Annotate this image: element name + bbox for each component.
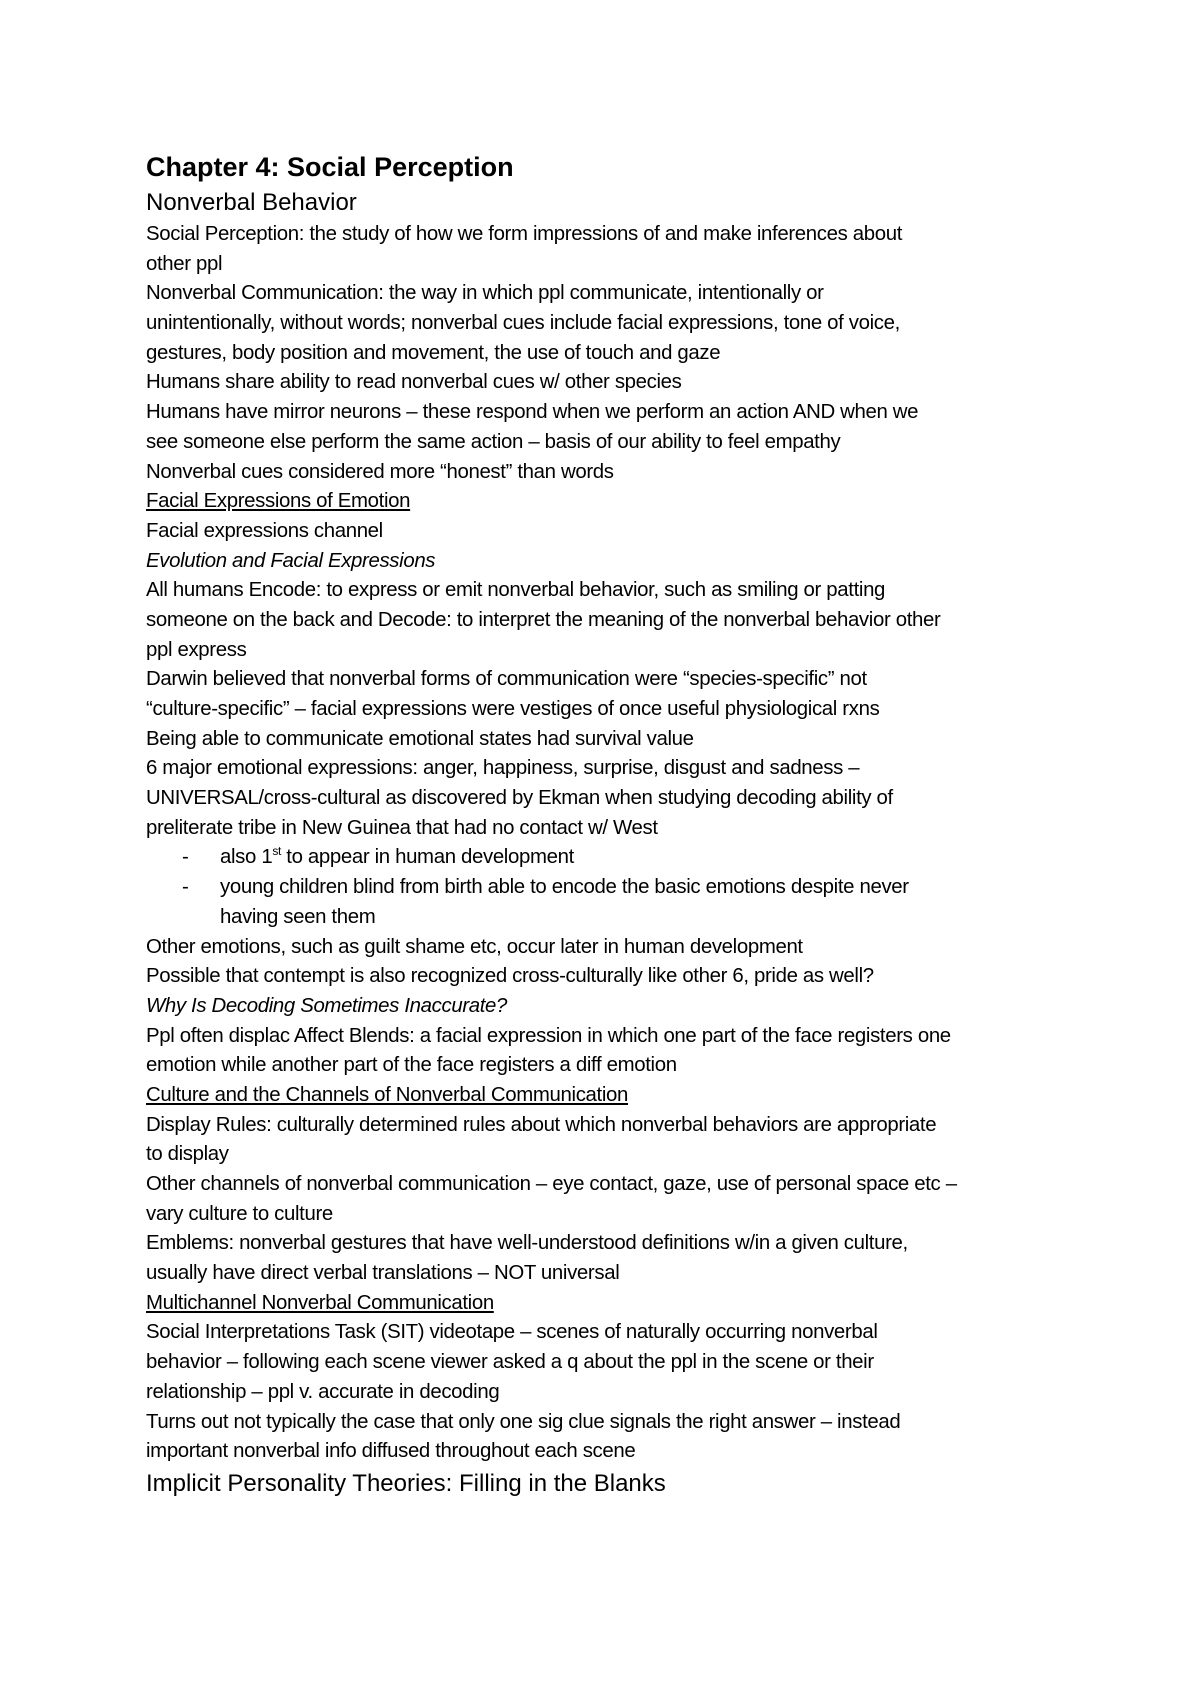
text-line: important nonverbal info diffused throughout each scene: [146, 1440, 636, 1463]
text-line: Social Interpretations Task (SIT) videotape – scenes of naturally occurring nonverbal: [146, 1321, 878, 1344]
text-line: “culture-specific” – facial expressions were vestiges of once useful physiological rxns: [146, 698, 880, 720]
bullet-dash: -: [182, 876, 189, 899]
text-line: Humans share ability to read nonverbal cues w/ other species: [146, 371, 682, 394]
section-heading-implicit-personality: Implicit Personality Theories: Filling in the Blanks: [146, 1469, 666, 1497]
text-line: UNIVERSAL/cross-cultural as discovered by Ekman when studying decoding ability of: [146, 787, 893, 810]
text-line: Nonverbal cues considered more “honest” than words: [146, 460, 614, 483]
bullet-text-continuation: having seen them: [220, 905, 376, 928]
bullet-dash: -: [182, 846, 189, 869]
subheading-facial-expressions: Facial Expressions of Emotion: [146, 490, 411, 513]
subsubheading-decoding: Why Is Decoding Sometimes Inaccurate?: [146, 994, 508, 1017]
text-line: Other emotions, such as guilt shame etc, occur later in human development: [146, 935, 803, 958]
text-line: Social Perception: the study of how we form impressions of and make inferences about: [146, 223, 903, 245]
text-line: Ppl often displac Affect Blends: a facial expression in which one part of the face registers one: [146, 1024, 951, 1047]
text-line: Darwin believed that nonverbal forms of communication were “species-specific” not: [146, 668, 867, 691]
text-line: to display: [146, 1143, 229, 1166]
subheading-culture-channels: Culture and the Channels of Nonverbal Communication: [146, 1083, 628, 1106]
text-line: ppl express: [146, 638, 247, 661]
text-line: Humans have mirror neurons – these respond when we perform an action AND when we: [146, 401, 919, 424]
text-line: relationship – ppl v. accurate in decoding: [146, 1380, 500, 1403]
text-line: Being able to communicate emotional states had survival value: [146, 727, 694, 750]
notes-body: [146, 220, 1076, 1467]
chapter-title: Chapter 4: Social Perception: [146, 152, 514, 182]
text-line: other ppl: [146, 252, 223, 275]
text-line: vary culture to culture: [146, 1202, 333, 1225]
text-line: 6 major emotional expressions: anger, happiness, surprise, disgust and sadness –: [146, 757, 860, 780]
text-line: preliterate tribe in New Guinea that had no contact w/ West: [146, 816, 658, 839]
text-line: behavior – following each scene viewer asked a q about the ppl in the scene or their: [146, 1351, 874, 1374]
text-line: All humans Encode: to express or emit nonverbal behavior, such as smiling or patting: [146, 579, 886, 602]
text-line: Display Rules: culturally determined rules about which nonverbal behaviors are appropriate: [146, 1113, 937, 1136]
text-line: Other channels of nonverbal communication – eye contact, gaze, use of personal space etc –: [146, 1173, 957, 1195]
text-line: see someone else perform the same action – basis of our ability to feel empathy: [146, 430, 841, 453]
text-line: usually have direct verbal translations – NOT universal: [146, 1262, 620, 1285]
text-line: Possible that contempt is also recognized cross-culturally like other 6, pride as well?: [146, 965, 874, 988]
superscript: st: [272, 844, 281, 859]
document-content: [146, 148, 1076, 1501]
text-line: Nonverbal Communication: the way in which ppl communicate, intentionally or: [146, 282, 824, 305]
text-line: Emblems: nonverbal gestures that have well-understood definitions w/in a given culture,: [146, 1232, 908, 1255]
section-heading-nonverbal-behavior: Nonverbal Behavior: [146, 189, 357, 216]
subsubheading-evolution: Evolution and Facial Expressions: [146, 549, 436, 572]
text-line: someone on the back and Decode: to interpret the meaning of the nonverbal behavior other: [146, 608, 941, 631]
text-line: Facial expressions channel: [146, 519, 383, 542]
bullet-text: to appear in human development: [280, 846, 574, 869]
text-line: emotion while another part of the face registers a diff emotion: [146, 1054, 677, 1077]
text-line: gestures, body position and movement, the use of touch and gaze: [146, 341, 721, 364]
text-line: Turns out not typically the case that only one sig clue signals the right answer – instead: [146, 1410, 901, 1433]
bullet-item: [146, 873, 1076, 903]
subheading-multichannel: Multichannel Nonverbal Communication: [146, 1291, 494, 1314]
bullet-text: young children blind from birth able to encode the basic emotions despite never: [220, 876, 909, 899]
text-line: unintentionally, without words; nonverbal cues include facial expressions, tone of voice,: [146, 312, 900, 335]
bullet-text: also 1: [220, 846, 273, 869]
bullet-item: [146, 843, 1076, 873]
